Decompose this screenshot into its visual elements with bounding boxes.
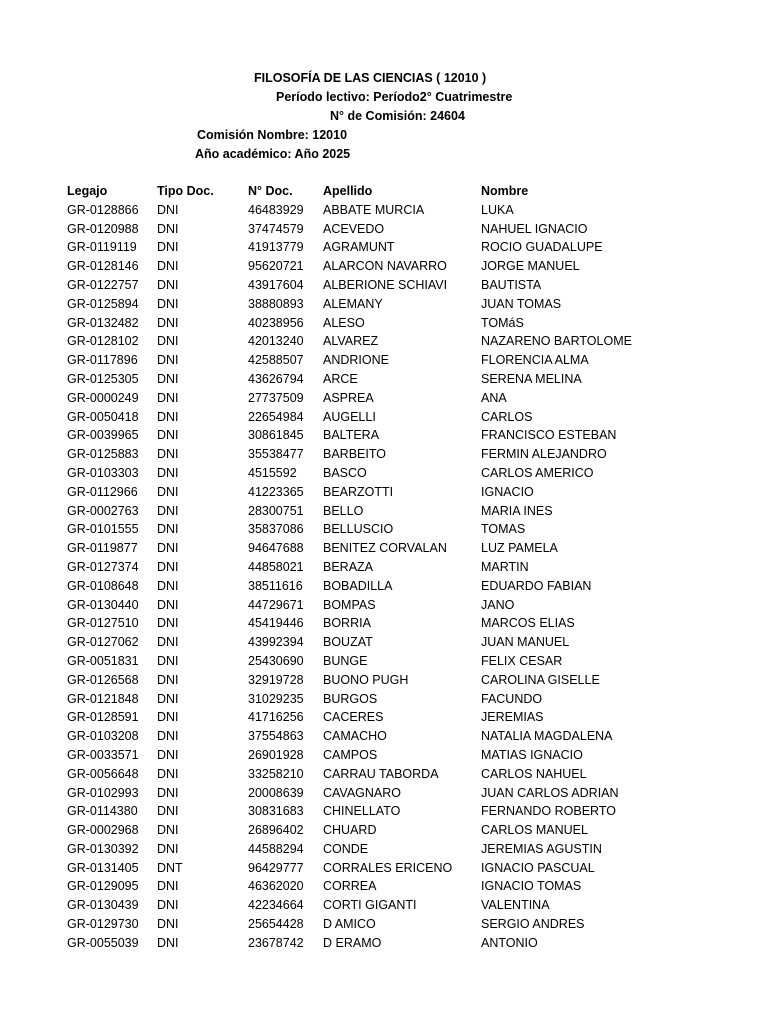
num-doc-cell: 23678742 [248,935,304,950]
tipo-doc-cell: DNI [157,804,179,819]
nombre-cell: EDUARDO FABIAN [481,578,592,593]
tipo-doc-cell: DNI [157,559,179,574]
apellido-cell: BORRIA [323,616,371,631]
legajo-cell: GR-0103208 [67,729,139,744]
nombre-cell: SERGIO ANDRES [481,917,585,932]
apellido-cell: BOBADILLA [323,578,393,593]
legajo-cell: GR-0128146 [67,259,139,274]
nombre-cell: IGNACIO TOMAS [481,879,582,894]
tipo-doc-cell: DNI [157,823,179,838]
apellido-cell: AUGELLI [323,409,376,424]
tipo-doc-cell: DNI [157,541,179,556]
apellido-cell: CHINELLATO [323,804,401,819]
academic-year-line: Año académico: Año 2025 [195,147,351,161]
table-row [0,539,768,558]
legajo-cell: GR-0127510 [67,616,139,631]
tipo-doc-cell: DNI [157,841,179,856]
apellido-cell: BELLO [323,503,364,518]
tipo-doc-cell: DNI [157,484,179,499]
table-row [0,690,768,709]
legajo-cell: GR-0122757 [67,277,139,292]
legajo-cell: GR-0130392 [67,841,139,856]
tipo-doc-cell: DNI [157,616,179,631]
tipo-doc-cell: DNI [157,334,179,349]
table-row [0,765,768,784]
num-doc-cell: 38880893 [248,296,304,311]
legajo-cell: GR-0114380 [67,804,138,819]
num-doc-cell: 30831683 [248,804,304,819]
num-doc-cell: 44858021 [248,559,304,574]
legajo-cell: GR-0033571 [67,747,139,762]
apellido-cell: ACEVEDO [323,221,385,236]
nombre-cell: BAUTISTA [481,277,542,292]
nombre-cell: NAZARENO BARTOLOME [481,334,632,349]
legajo-cell: GR-0131405 [67,860,139,875]
tipo-doc-cell: DNI [157,747,179,762]
num-doc-cell: 43917604 [248,277,304,292]
apellido-cell: BELLUSCIO [323,522,394,537]
nombre-cell: LUKA [481,202,514,217]
table-row [0,408,768,427]
tipo-doc-cell: DNI [157,277,179,292]
apellido-cell: ALEMANY [323,296,383,311]
nombre-cell: CAROLINA GISELLE [481,672,600,687]
table-row [0,426,768,445]
tipo-doc-cell: DNI [157,691,179,706]
apellido-cell: CARRAU TABORDA [323,766,439,781]
nombre-cell: CARLOS NAHUEL [481,766,587,781]
table-row [0,445,768,464]
legajo-cell: GR-0129730 [67,917,139,932]
legajo-cell: GR-0120988 [67,221,139,236]
num-doc-cell: 41716256 [248,710,304,725]
table-row [0,633,768,652]
table-row [0,746,768,765]
num-doc-cell: 42234664 [248,898,304,913]
nombre-cell: JUAN CARLOS ADRIAN [481,785,619,800]
table-row [0,877,768,896]
nombre-cell: CARLOS MANUEL [481,823,588,838]
table-row [0,332,768,351]
tipo-doc-cell: DNI [157,672,179,687]
num-doc-cell: 35538477 [248,447,304,462]
apellido-cell: CONDE [323,841,369,856]
tipo-doc-cell: DNI [157,428,179,443]
legajo-cell: GR-0128866 [67,202,139,217]
tipo-doc-cell: DNI [157,409,179,424]
tipo-doc-cell: DNI [157,898,179,913]
legajo-cell: GR-0055039 [67,935,139,950]
tipo-doc-cell: DNI [157,710,179,725]
apellido-cell: CAMACHO [323,729,387,744]
tipo-doc-cell: DNI [157,221,179,236]
table-row [0,671,768,690]
legajo-cell: GR-0119119 [67,240,137,255]
table-row [0,351,768,370]
apellido-cell: BEARZOTTI [323,484,394,499]
commission-name-line: Comisión Nombre: 12010 [197,128,348,142]
legajo-cell: GR-0056648 [67,766,139,781]
num-doc-cell: 28300751 [248,503,304,518]
tipo-doc-cell: DNI [157,766,179,781]
num-doc-cell: 46362020 [248,879,304,894]
nombre-cell: JUAN MANUEL [481,635,570,650]
apellido-cell: CORTI GIGANTI [323,898,417,913]
table-row [0,802,768,821]
tipo-doc-cell: DNI [157,296,179,311]
nombre-cell: JUAN TOMAS [481,296,562,311]
num-doc-cell: 25654428 [248,917,304,932]
apellido-cell: AGRAMUNT [323,240,395,255]
column-header-num-doc: N° Doc. [248,184,293,198]
legajo-cell: GR-0002968 [67,823,139,838]
nombre-cell: FACUNDO [481,691,543,706]
legajo-cell: GR-0127374 [67,559,139,574]
nombre-cell: CARLOS AMERICO [481,465,594,480]
table-row [0,821,768,840]
legajo-cell: GR-0125305 [67,371,139,386]
tipo-doc-cell: DNI [157,578,179,593]
table-row [0,915,768,934]
num-doc-cell: 25430690 [248,653,304,668]
table-row [0,370,768,389]
table-row [0,558,768,577]
table-row [0,502,768,521]
legajo-cell: GR-0101555 [67,522,139,537]
table-row [0,276,768,295]
table-row [0,784,768,803]
num-doc-cell: 46483929 [248,202,304,217]
nombre-cell: VALENTINA [481,898,550,913]
table-row [0,577,768,596]
legajo-cell: GR-0112966 [67,484,138,499]
num-doc-cell: 45419446 [248,616,304,631]
nombre-cell: JANO [481,597,515,612]
nombre-cell: ANA [481,390,507,405]
tipo-doc-cell: DNI [157,935,179,950]
tipo-doc-cell: DNI [157,353,179,368]
nombre-cell: IGNACIO PASCUAL [481,860,595,875]
num-doc-cell: 26896402 [248,823,304,838]
nombre-cell: JEREMIAS [481,710,544,725]
nombre-cell: MATIAS IGNACIO [481,747,583,762]
legajo-cell: GR-0119877 [67,541,138,556]
num-doc-cell: 44588294 [248,841,304,856]
table-row [0,896,768,915]
apellido-cell: ABBATE MURCIA [323,202,425,217]
table-row [0,483,768,502]
tipo-doc-cell: DNI [157,597,179,612]
legajo-cell: GR-0108648 [67,578,139,593]
apellido-cell: CORRALES ERICENO [323,860,453,875]
tipo-doc-cell: DNI [157,917,179,932]
legajo-cell: GR-0127062 [67,635,139,650]
table-row [0,652,768,671]
table-row [0,238,768,257]
nombre-cell: NAHUEL IGNACIO [481,221,588,236]
num-doc-cell: 4515592 [248,465,297,480]
table-row [0,840,768,859]
commission-number-line: N° de Comisión: 24604 [330,109,465,123]
apellido-cell: CAVAGNARO [323,785,402,800]
apellido-cell: BUNGE [323,653,368,668]
student-table [0,182,768,953]
apellido-cell: ALARCON NAVARRO [323,259,447,274]
apellido-cell: BASCO [323,465,367,480]
nombre-cell: JORGE MANUEL [481,259,580,274]
num-doc-cell: 42588507 [248,353,304,368]
table-header-row [0,182,768,201]
apellido-cell: CHUARD [323,823,377,838]
table-row [0,520,768,539]
legajo-cell: GR-0039965 [67,428,139,443]
tipo-doc-cell: DNI [157,315,179,330]
apellido-cell: ASPREA [323,390,374,405]
nombre-cell: TOMáS [481,315,524,330]
table-row [0,708,768,727]
num-doc-cell: 95620721 [248,259,304,274]
tipo-doc-cell: DNI [157,259,179,274]
tipo-doc-cell: DNI [157,240,179,255]
table-row [0,859,768,878]
apellido-cell: D ERAMO [323,935,382,950]
apellido-cell: BOUZAT [323,635,373,650]
legajo-cell: GR-0128591 [67,710,139,725]
legajo-cell: GR-0125883 [67,447,139,462]
nombre-cell: FRANCISCO ESTEBAN [481,428,617,443]
table-row [0,727,768,746]
num-doc-cell: 32919728 [248,672,304,687]
tipo-doc-cell: DNI [157,447,179,462]
nombre-cell: JEREMIAS AGUSTIN [481,841,602,856]
num-doc-cell: 31029235 [248,691,304,706]
apellido-cell: D AMICO [323,917,376,932]
apellido-cell: BERAZA [323,559,374,574]
column-header-legajo: Legajo [67,184,108,198]
legajo-cell: GR-0132482 [67,315,139,330]
num-doc-cell: 37474579 [248,221,304,236]
num-doc-cell: 42013240 [248,334,304,349]
legajo-cell: GR-0129095 [67,879,139,894]
apellido-cell: CAMPOS [323,747,378,762]
num-doc-cell: 30861845 [248,428,304,443]
apellido-cell: CACERES [323,710,384,725]
legajo-cell: GR-0102993 [67,785,139,800]
num-doc-cell: 40238956 [248,315,304,330]
num-doc-cell: 43992394 [248,635,304,650]
tipo-doc-cell: DNI [157,465,179,480]
apellido-cell: ANDRIONE [323,353,389,368]
table-row [0,614,768,633]
nombre-cell: SERENA MELINA [481,371,582,386]
legajo-cell: GR-0125894 [67,296,139,311]
legajo-cell: GR-0130440 [67,597,139,612]
num-doc-cell: 35837086 [248,522,304,537]
tipo-doc-cell: DNI [157,503,179,518]
nombre-cell: FERMIN ALEJANDRO [481,447,607,462]
legajo-cell: GR-0130439 [67,898,139,913]
nombre-cell: ANTONIO [481,935,538,950]
table-row [0,934,768,953]
nombre-cell: NATALIA MAGDALENA [481,729,613,744]
legajo-cell: GR-0117896 [67,353,138,368]
legajo-cell: GR-0000249 [67,390,139,405]
column-header-nombre: Nombre [481,184,529,198]
tipo-doc-cell: DNI [157,635,179,650]
num-doc-cell: 43626794 [248,371,304,386]
tipo-doc-cell: DNI [157,522,179,537]
nombre-cell: CARLOS [481,409,533,424]
apellido-cell: ARCE [323,371,358,386]
apellido-cell: BURGOS [323,691,378,706]
num-doc-cell: 37554863 [248,729,304,744]
num-doc-cell: 41913779 [248,240,304,255]
num-doc-cell: 27737509 [248,390,304,405]
legajo-cell: GR-0002763 [67,503,139,518]
apellido-cell: ALESO [323,315,365,330]
num-doc-cell: 33258210 [248,766,304,781]
nombre-cell: FLORENCIA ALMA [481,353,589,368]
apellido-cell: BENITEZ CORVALAN [323,541,447,556]
nombre-cell: IGNACIO [481,484,534,499]
apellido-cell: CORREA [323,879,377,894]
legajo-cell: GR-0103303 [67,465,139,480]
tipo-doc-cell: DNI [157,879,179,894]
nombre-cell: LUZ PAMELA [481,541,558,556]
column-header-apellido: Apellido [323,184,373,198]
table-row [0,295,768,314]
tipo-doc-cell: DNI [157,729,179,744]
table-row [0,201,768,220]
nombre-cell: MARIA INES [481,503,553,518]
apellido-cell: BARBEITO [323,447,386,462]
nombre-cell: FELIX CESAR [481,653,563,668]
tipo-doc-cell: DNT [157,860,183,875]
nombre-cell: MARTIN [481,559,529,574]
num-doc-cell: 41223365 [248,484,304,499]
legajo-cell: GR-0121848 [67,691,139,706]
legajo-cell: GR-0128102 [67,334,139,349]
tipo-doc-cell: DNI [157,202,179,217]
tipo-doc-cell: DNI [157,785,179,800]
num-doc-cell: 96429777 [248,860,304,875]
nombre-cell: MARCOS ELIAS [481,616,575,631]
table-row [0,314,768,333]
num-doc-cell: 44729671 [248,597,304,612]
num-doc-cell: 38511616 [248,578,303,593]
num-doc-cell: 22654984 [248,409,304,424]
apellido-cell: BOMPAS [323,597,376,612]
legajo-cell: GR-0126568 [67,672,139,687]
apellido-cell: ALBERIONE SCHIAVI [323,277,448,292]
apellido-cell: BUONO PUGH [323,672,409,687]
num-doc-cell: 94647688 [248,541,304,556]
num-doc-cell: 26901928 [248,747,304,762]
table-row [0,220,768,239]
legajo-cell: GR-0050418 [67,409,139,424]
column-header-tipo-doc: Tipo Doc. [157,184,214,198]
tipo-doc-cell: DNI [157,371,179,386]
apellido-cell: ALVAREZ [323,334,379,349]
num-doc-cell: 20008639 [248,785,304,800]
table-row [0,596,768,615]
table-row [0,257,768,276]
nombre-cell: TOMAS [481,522,526,537]
legajo-cell: GR-0051831 [67,653,139,668]
table-row [0,464,768,483]
table-row [0,389,768,408]
apellido-cell: BALTERA [323,428,380,443]
nombre-cell: ROCIO GUADALUPE [481,240,603,255]
nombre-cell: FERNANDO ROBERTO [481,804,616,819]
tipo-doc-cell: DNI [157,390,179,405]
course-title: FILOSOFÍA DE LAS CIENCIAS ( 12010 ) [254,71,487,85]
tipo-doc-cell: DNI [157,653,179,668]
period-line: Período lectivo: Período2° Cuatrimestre [276,90,513,104]
